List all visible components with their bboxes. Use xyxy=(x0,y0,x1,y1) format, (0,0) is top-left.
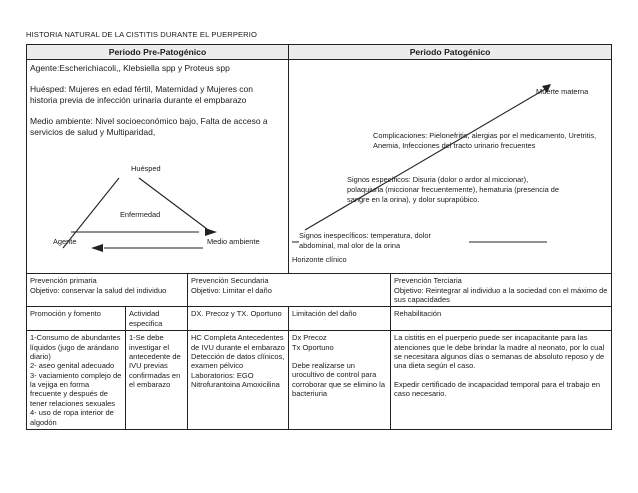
tertiary-prevention-title: Prevención Terciaria xyxy=(394,276,462,286)
early-dx-header: DX. Precoz y TX. Oportuno xyxy=(188,307,289,331)
secondary-prevention-cell xyxy=(188,274,391,307)
base-arrow-right-icon xyxy=(205,228,217,236)
triangle-agent-label: Agente xyxy=(53,237,77,247)
promotion-item: 1-Consumo de abundantes líquidos (jugo de arándano diario) xyxy=(30,333,121,361)
secondary-prevention-objective: Objetivo: Limitar el daño xyxy=(191,285,272,295)
promotion-item: 3- vaciamiento complejo de la vejiga en forma frecuente y después de tener relaciones sexuales xyxy=(30,370,122,408)
early-dx-content: HC Completa Antecedentes de IVU durante el embarazo Detección de datos clínicos, examen pélvico Laboratorios: EGO Nitrofurantoina Amoxicilina xyxy=(188,331,289,430)
pathogenic-panel xyxy=(289,60,612,274)
clinical-horizon-label: Horizonte clínico xyxy=(292,255,347,265)
triangle-environment-label: Medio ambiente xyxy=(207,237,260,247)
promotion-item: 2- aseo genital adecuado xyxy=(30,361,115,371)
host-description: Huésped: Mujeres en edad fértil, Maternidad y Mujeres con historia previa de infección urinaria durante el empbarazo xyxy=(30,84,254,105)
base-arrow-left-icon xyxy=(91,244,103,252)
triangle-disease-label: Enfermedad xyxy=(120,210,161,220)
primary-prevention-cell xyxy=(27,274,188,307)
limitation-line: Debe realizarse un urocultivo de control para corroborar que se elimino la bacteriuria xyxy=(292,360,385,399)
limitation-line: Dx Precoz xyxy=(292,333,327,343)
damage-limitation-header: Limitación del daño xyxy=(289,307,391,331)
primary-prevention-objective: Objetivo: conservar la salud del individuo xyxy=(30,285,167,295)
triangle-right-side xyxy=(139,178,207,229)
promotion-item: 4- uso de ropa interior de algodón xyxy=(30,408,114,427)
promotion-content xyxy=(27,331,126,430)
document-title: HISTORIA NATURAL DE LA CISTITIS DURANTE EL PUERPERIO xyxy=(26,30,257,39)
rehabilitation-paragraph: Expedir certificado de incapacidad temporal para el trabajo en caso necesario. xyxy=(394,379,600,399)
rehabilitation-paragraph: La cistitis en el puerperio puede ser incapacitante para las atenciones que le debe brindar la madre al neonato, por lo cual se necesitara algunos días o semanas de absoluto reposo y de una dieta según el caso. xyxy=(394,333,605,371)
agent-description: Agente:Escherichiacoli,, Klebsiella spp y Proteus spp xyxy=(30,63,230,74)
prepatogenic-panel xyxy=(27,60,289,274)
specific-signs-text: Signos específicos: Disuria (dolor o ardor al miccionar), polaquiuria (miccionar frecuentemente), hematuria (presencia de sangre en la orina), y dolor suprapúbico. xyxy=(347,175,560,204)
maternal-death-label: Muerte materna xyxy=(536,87,589,97)
rehabilitation-content xyxy=(391,331,612,430)
prepatogenic-header: Periodo Pre-Patogénico xyxy=(27,45,289,60)
environment-description: Medio ambiente: Nivel socioeconómico bajo, Falta de acceso a servicios de salud y Multiparidad, xyxy=(30,116,268,137)
tertiary-prevention-objective: Objetivo: Reintegrar al individuo a la sociedad con el máximo de sus capacidades xyxy=(394,285,608,305)
limitation-line: Tx Oportuno xyxy=(292,342,334,352)
secondary-prevention-title: Prevención Secundaria xyxy=(191,276,269,286)
disease-progression-line xyxy=(305,88,547,230)
damage-limitation-content xyxy=(289,331,391,430)
nonspecific-signs-text: Signos inespecíficos: temperatura, dolor abdominal, mal olor de la orina xyxy=(299,231,469,250)
promotion-header: Promoción y fomento xyxy=(27,307,126,331)
triangle-host-label: Huésped xyxy=(131,164,161,174)
pathogenic-header: Periodo Patogénico xyxy=(289,45,612,60)
complications-text: Complicaciones: Pielonefritis, alergias por el medicamento, Uretritis, Anemia, Infecciones del tracto urinario frecuentes xyxy=(373,131,597,150)
specific-activity-header: Actividad especifica xyxy=(126,307,188,331)
natural-history-table xyxy=(26,44,612,430)
primary-prevention-title: Prevención primaria xyxy=(30,276,97,286)
tertiary-prevention-cell xyxy=(391,274,612,307)
rehabilitation-header: Rehabilitación xyxy=(391,307,612,331)
specific-activity-content: 1-Se debe investigar el antecedente de IVU previas confirmadas en el embarazo xyxy=(126,331,188,430)
